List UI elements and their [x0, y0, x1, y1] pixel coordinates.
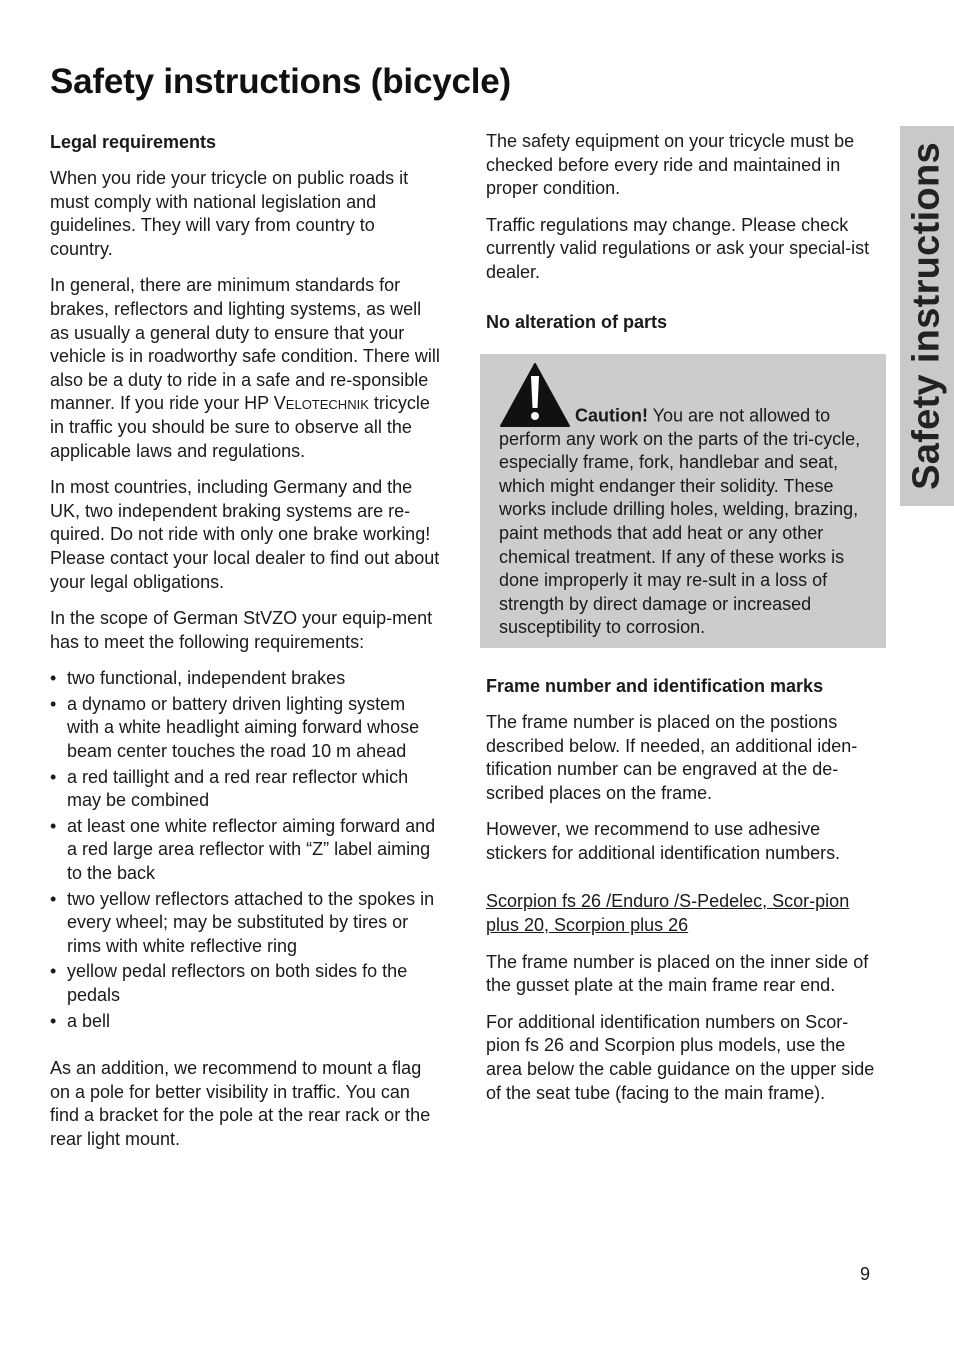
list-item: • a red taillight and a red rear reflector which may be combined	[50, 766, 440, 813]
paragraph-minimum-standards-text-b: tricycle in traffic you should be sure to observe all the applicable laws and regulations.	[50, 393, 430, 461]
brand-name: Velotechnik	[273, 393, 369, 414]
paragraph-gusset-plate: The frame number is placed on the inner side of the gusset plate at the main frame rear end.	[486, 951, 869, 996]
paragraph-minimum-standards-text-a: In general, there are minimum standards for brakes, reflectors and lighting systems, as well as usually a general duty to ensure that your vehicle is in roadworthy safe condition. There will also be a duty to ride in a safe and re-sponsible manner. If you ride your HP	[50, 275, 440, 414]
no-alteration-heading: No alteration of parts	[486, 311, 668, 332]
paragraph-adhesive-stickers: However, we recommend to use adhesive stickers for additional identification numbers.	[486, 819, 841, 863]
paragraph-legislation: When you ride your tricycle on public roads it must comply with national legislation and guidelines. They will vary from country to country.	[50, 168, 409, 259]
list-item: • a bell	[50, 1010, 440, 1034]
left-column	[50, 130, 440, 1165]
caution-label: Caution!	[575, 404, 648, 425]
caution-text: You are not allowed to perform any work on the parts of the tri-cycle, especially frame, fork, handlebar and seat, which might endanger their solidity. These works include drilling holes, welding, brazing, paint methods that add heat or any other chemical treatment. If any of these works is done improperly it may re-sult in a loss of strength by direct damage or increased susceptibility to corrosion.	[499, 404, 861, 638]
list-item: • a dynamo or battery driven lighting system with a white headlight aiming forward whose beam center touches the road 10 m ahead	[50, 693, 440, 764]
section-side-tab	[900, 126, 954, 506]
right-column	[486, 130, 878, 1118]
paragraph-flag-recommendation: As an addition, we recommend to mount a flag on a pole for better visibility in traffic. You can find a bracket for the pole at the rear rack or the rear light mount.	[50, 1058, 431, 1149]
warning-triangle-icon	[499, 362, 571, 428]
paragraph-traffic-regulations: Traffic regulations may change. Please check currently valid regulations or ask your special-ist dealer.	[486, 214, 870, 282]
paragraph-frame-number-position: The frame number is placed on the postions described below. If needed, an additional iden-tification number can be engraved at the de-scribed places on the frame.	[486, 711, 858, 803]
paragraph-stvzo: In the scope of German StVZO your equip-ment has to meet the following requirements:	[50, 608, 433, 652]
list-item: • two functional, independent brakes	[50, 667, 440, 691]
frame-number-heading: Frame number and identification marks	[486, 675, 824, 696]
list-item: • two yellow reflectors attached to the spokes in every wheel; may be substituted by tires or rims with white reflective ring	[50, 888, 440, 959]
requirements-list	[50, 667, 440, 1033]
side-tab-label: Safety instructions	[905, 142, 948, 490]
legal-requirements-heading: Legal requirements	[50, 132, 217, 152]
models-link[interactable]: Scorpion fs 26 /Enduro /S-Pedelec, Scor-pion plus 20, Scorpion plus 26	[486, 891, 850, 936]
caution-box	[480, 354, 886, 648]
list-item: • at least one white reflector aiming forward and a red large area reflector with “Z” label aiming to the back	[50, 815, 440, 886]
page-number: 9	[860, 1264, 871, 1284]
page-title: Safety instructions (bicycle)	[50, 62, 511, 101]
paragraph-additional-numbers: For additional identification numbers on Scor-pion fs 26 and Scorpion plus models, use the area below the cable guidance on the upper side of the seat tube (facing to the main frame).	[486, 1011, 875, 1103]
paragraph-minimum-standards	[50, 274, 440, 463]
list-item: • yellow pedal reflectors on both sides fo the pedals	[50, 960, 440, 1007]
paragraph-safety-equipment: The safety equipment on your tricycle must be checked before every ride and maintained in proper condition.	[486, 131, 855, 199]
paragraph-braking-systems: In most countries, including Germany and the UK, two independent braking systems are re-quired. Do not ride with only one brake working! Please contact your local dealer to find out about your legal obligations.	[50, 477, 440, 592]
